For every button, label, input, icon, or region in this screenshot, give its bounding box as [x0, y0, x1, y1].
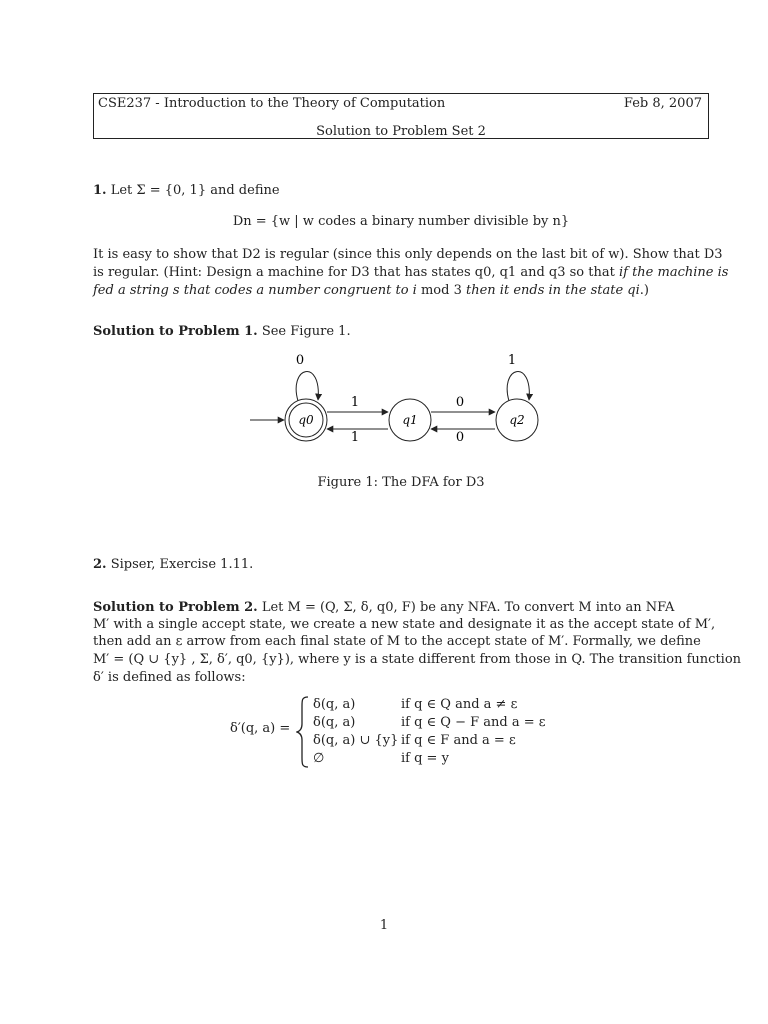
- loop-q0-label: 0: [295, 353, 305, 368]
- dfa-diagram: [240, 348, 560, 458]
- case-4-condition: if q = y: [401, 751, 449, 766]
- edge-q0-q1-label: 1: [350, 395, 360, 410]
- problem-1-mod: mod 3: [420, 283, 462, 298]
- problem-1-hint-italic-3: then it ends in the state: [461, 283, 628, 298]
- edge-q1-q2-label: 0: [455, 395, 465, 410]
- solution-2-line-4: M′ = (Q ∪ {y} , Σ, δ′, q0, {y}), where y is a state different from those in Q. The transition function: [93, 652, 742, 667]
- state-q0-label: q0: [298, 413, 314, 427]
- state-q2-label: q2: [509, 413, 525, 427]
- page-number: 1: [379, 918, 389, 933]
- solution-1-text: See Figure 1.: [257, 324, 351, 339]
- figure-1-caption: Figure 1: The DFA for D3: [317, 475, 485, 490]
- problem-2-number: 2.: [93, 557, 107, 572]
- loop-q2-label: 1: [507, 353, 517, 368]
- piecewise-brace: [296, 696, 310, 768]
- problem-1-hint-italic-2: fed a string s that codes a number congruent to i: [93, 283, 421, 298]
- state-q1-label: q1: [402, 413, 418, 427]
- problem-1-intro-text: Let Σ = {0, 1} and define: [110, 183, 280, 198]
- case-2-value: δ(q, a): [313, 715, 356, 730]
- problem-1-body-line-2: [93, 264, 729, 281]
- case-4-value: ∅: [313, 751, 325, 766]
- loop-q0: [296, 372, 318, 401]
- case-2-condition: if q ∈ Q − F and a = ε: [401, 715, 546, 730]
- state-q2: [496, 399, 538, 441]
- problem-1-body-line-3: [93, 282, 709, 299]
- solution-2-line-2: M′ with a single accept state, we create a new state and designate it as the accept state of M′,: [93, 617, 716, 632]
- solution-2-line-5: δ′ is defined as follows:: [93, 670, 246, 685]
- case-1-value: δ(q, a): [313, 697, 356, 712]
- course-title: CSE237 - Introduction to the Theory of Computation: [98, 96, 446, 111]
- solution-1: [93, 323, 709, 340]
- problem-2-text: Sipser, Exercise 1.11.: [106, 557, 254, 572]
- problem-2: [93, 556, 709, 573]
- problem-1-hint-end: .): [639, 283, 649, 298]
- piecewise-lhs: δ′(q, a) =: [230, 721, 291, 736]
- state-q1: [389, 399, 431, 441]
- solution-2-label: Solution to Problem 2.: [93, 600, 258, 615]
- header-subtitle: Solution to Problem Set 2: [316, 124, 486, 139]
- loop-q2: [507, 372, 529, 401]
- solution-2-line-1-text: Let M = (Q, Σ, δ, q0, F) be any NFA. To convert M into an NFA: [257, 600, 675, 615]
- problem-1-definition: Dn = {w | w codes a binary number divisible by n}: [232, 214, 570, 229]
- case-3-value: δ(q, a) ∪ {y}: [313, 733, 399, 748]
- case-3-condition: if q ∈ F and a = ε: [401, 733, 516, 748]
- problem-1-hint-text: is regular. (Hint: Design a machine for D3 that has states q0, q1 and q3 so that: [93, 265, 619, 280]
- problem-1-hint-italic: if the machine is: [618, 265, 729, 280]
- problem-1-intro: [93, 182, 709, 199]
- problem-1-body-line-1: It is easy to show that D2 is regular (since this only depends on the last bit of w). Show that D3: [93, 247, 723, 262]
- solution-1-label: Solution to Problem 1.: [93, 324, 258, 339]
- problem-1-number: 1.: [93, 183, 107, 198]
- problem-1-state-qi: qi: [627, 283, 640, 298]
- piecewise-values: [313, 696, 398, 768]
- state-q0: [285, 399, 327, 441]
- case-1-condition: if q ∈ Q and a ≠ ε: [401, 697, 518, 712]
- header-date: Feb 8, 2007: [623, 96, 702, 111]
- header-box: [93, 93, 709, 139]
- edge-q1-q0-label: 1: [350, 430, 360, 445]
- solution-2-line-1: [93, 599, 709, 616]
- edge-q2-q1-label: 0: [455, 430, 465, 445]
- solution-2-line-3: then add an ε arrow from each final state of M to the accept state of M′. Formally, we define: [93, 634, 701, 649]
- piecewise-conditions: [401, 696, 546, 768]
